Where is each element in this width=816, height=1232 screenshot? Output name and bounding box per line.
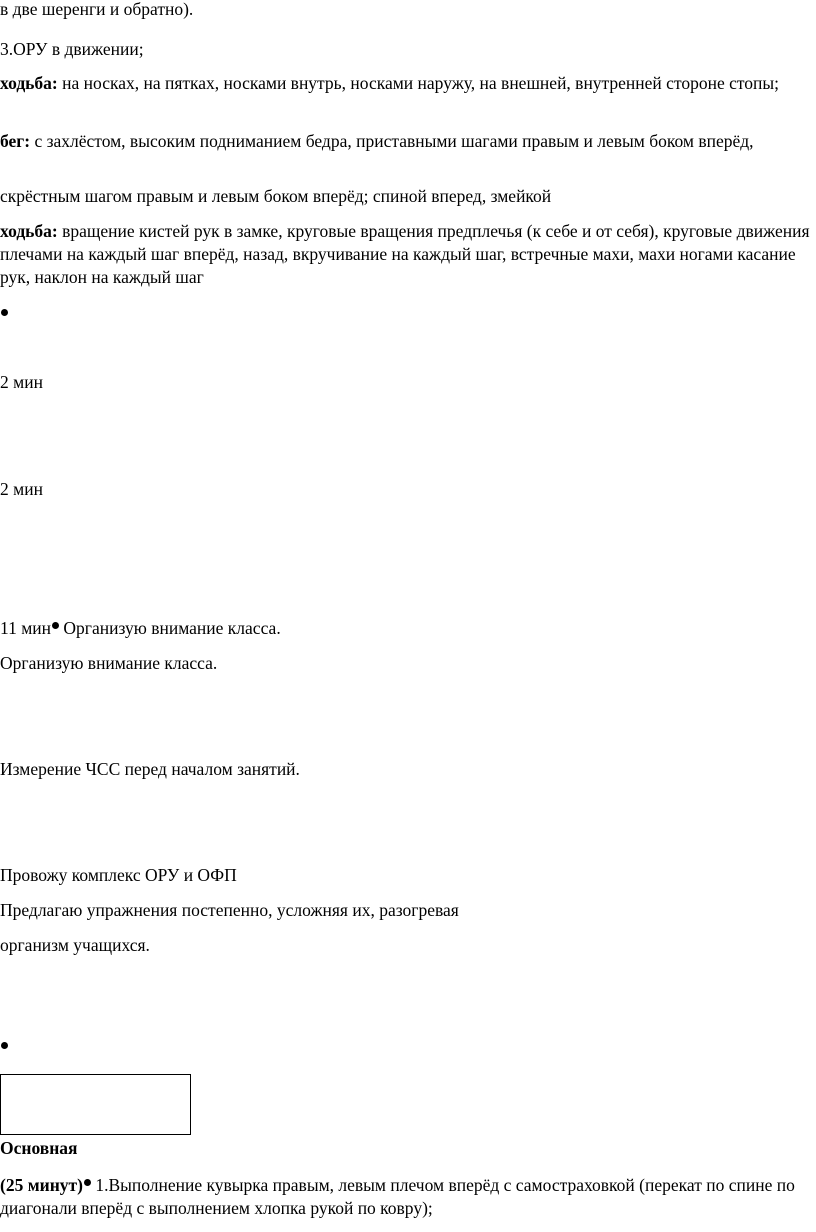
text-line <box>0 617 281 639</box>
walking-paragraph <box>0 72 810 95</box>
time-label: 2 мин <box>0 372 43 392</box>
walking-label: ходьба: <box>0 221 58 241</box>
text-line: Организую внимание класса. <box>0 653 218 673</box>
walking-label: ходьба: <box>0 73 58 93</box>
bullet-icon <box>1 1042 8 1049</box>
time-label: 2 мин <box>0 479 43 499</box>
text-line: организм учащихся. <box>0 935 150 955</box>
running-text: с захлёстом, высоким подниманием бедра, приставными шагами правым и левым боком вперёд, <box>30 131 754 151</box>
main-part-paragraph <box>0 1174 810 1220</box>
section-heading: 3.ОРУ в движении; <box>0 39 144 59</box>
running-label: бег: <box>0 131 31 151</box>
walking-exercises-text: вращение кистей рук в замке, круговые вращения предплечья (к себе и от себя), круговые движения плечами на каждый шаг вперёд, назад, вкручивание на каждый шаг, встречные махи, махи ногами касание рук, наклон на каждый шаг <box>0 221 810 287</box>
running-paragraph <box>0 130 810 153</box>
organize-text: Организую внимание класса. <box>59 618 281 638</box>
text-line: в две шеренги и обратно). <box>0 0 194 19</box>
bullet-icon <box>52 622 59 629</box>
text-line: Провожу комплекс ОРУ и ОФП <box>0 865 237 885</box>
time-label: 11 мин <box>0 618 52 638</box>
exercise-text: 1.Выполнение кувырка правым, левым плечом вперёд с самостраховкой (перекат по спине по диагонали вперёд с выполнением хлопка рукой по ковру); <box>0 1175 795 1218</box>
walking-exercises-paragraph <box>0 220 810 289</box>
walking-text: на носках, на пятках, носками внутрь, носками наружу, на внешней, внутренней стороне стопы; <box>57 73 780 93</box>
text-line: Измерение ЧСС перед началом занятий. <box>0 759 300 779</box>
bullet-icon <box>84 1179 91 1186</box>
empty-cell-box <box>0 1074 191 1135</box>
section-title: Основная <box>0 1138 78 1158</box>
duration-label: (25 минут) <box>0 1175 83 1195</box>
text-line: Предлагаю упражнения постепенно, усложняя их, разогревая <box>0 900 459 920</box>
bullet-icon <box>1 309 8 316</box>
text-line: скрёстным шагом правым и левым боком вперёд; спиной вперед, змейкой <box>0 186 552 206</box>
